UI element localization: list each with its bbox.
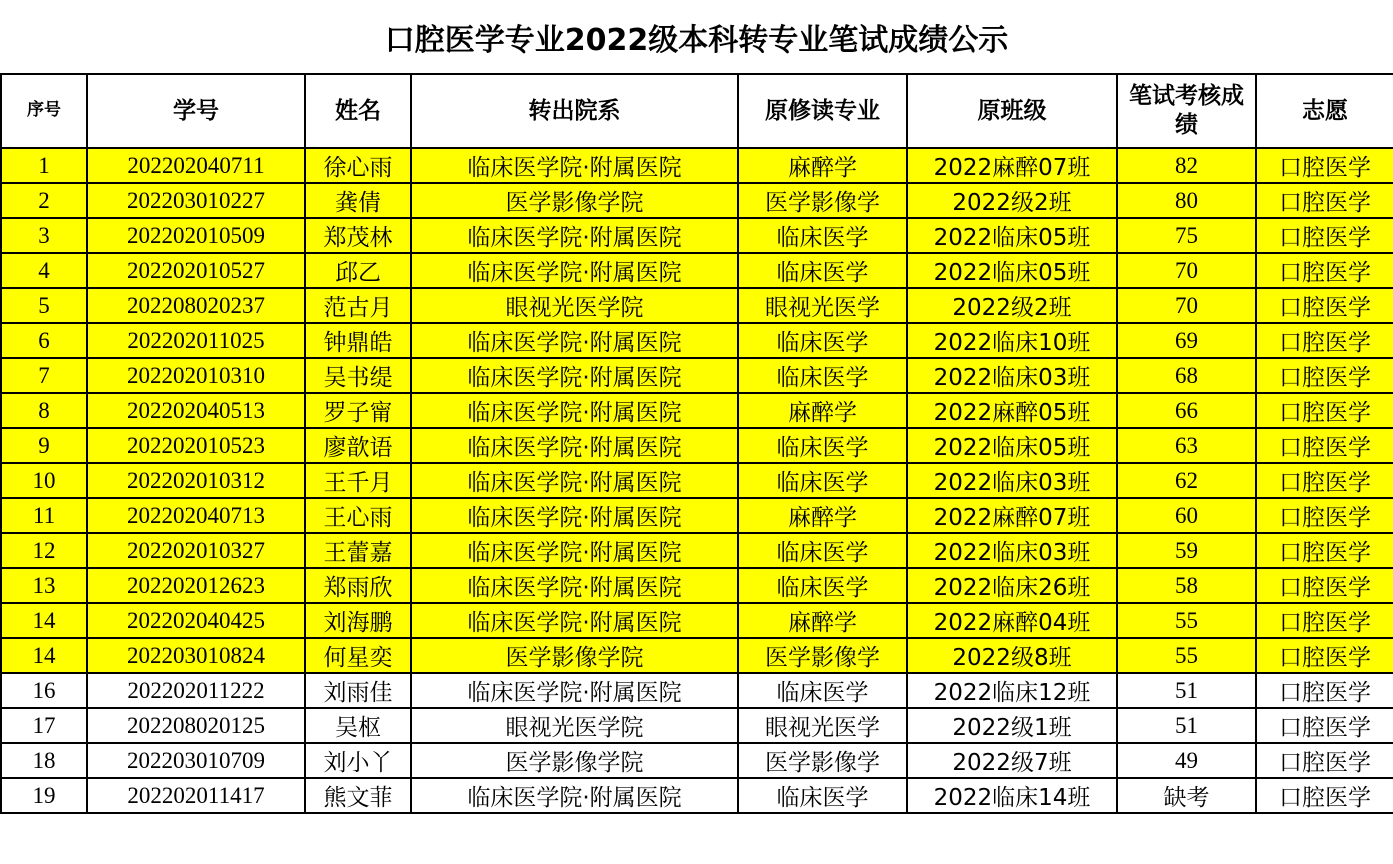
cell-seq: 5 [1,288,87,323]
cell-student-id: 202208020125 [87,708,305,743]
cell-seq: 10 [1,463,87,498]
cell-name: 吴枢 [305,708,411,743]
cell-score: 55 [1117,603,1256,638]
cell-dept: 临床医学院·附属医院 [411,218,738,253]
cell-seq: 19 [1,778,87,813]
cell-seq: 14 [1,638,87,673]
table-row [1,533,1393,568]
cell-seq: 4 [1,253,87,288]
cell-seq: 14 [1,603,87,638]
header-class: 原班级 [907,74,1117,148]
table-row [1,428,1393,463]
cell-seq: 6 [1,323,87,358]
cell-name: 王心雨 [305,498,411,533]
cell-class: 2022级2班 [907,288,1117,323]
header-student-id: 学号 [87,74,305,148]
cell-class: 2022麻醉07班 [907,148,1117,183]
cell-major: 临床医学 [738,533,907,568]
header-major: 原修读专业 [738,74,907,148]
cell-student-id: 202202010509 [87,218,305,253]
cell-name: 邱乙 [305,253,411,288]
cell-score: 80 [1117,183,1256,218]
cell-dept: 临床医学院·附属医院 [411,568,738,603]
cell-wish: 口腔医学 [1256,288,1393,323]
cell-major: 临床医学 [738,218,907,253]
header-seq: 序号 [1,74,87,148]
cell-seq: 13 [1,568,87,603]
cell-seq: 1 [1,148,87,183]
cell-seq: 7 [1,358,87,393]
cell-student-id: 202202011025 [87,323,305,358]
cell-major: 医学影像学 [738,743,907,778]
cell-name: 刘雨佳 [305,673,411,708]
cell-seq: 11 [1,498,87,533]
table-row [1,708,1393,743]
cell-student-id: 202203010824 [87,638,305,673]
table-row [1,743,1393,778]
cell-name: 郑茂林 [305,218,411,253]
cell-dept: 医学影像学院 [411,183,738,218]
cell-major: 麻醉学 [738,498,907,533]
cell-seq: 9 [1,428,87,463]
cell-score: 缺考 [1117,778,1256,813]
cell-score: 68 [1117,358,1256,393]
cell-wish: 口腔医学 [1256,183,1393,218]
cell-major: 眼视光医学 [738,708,907,743]
cell-dept: 临床医学院·附属医院 [411,393,738,428]
cell-score: 66 [1117,393,1256,428]
header-dept: 转出院系 [411,74,738,148]
cell-class: 2022临床03班 [907,358,1117,393]
cell-name: 郑雨欣 [305,568,411,603]
cell-dept: 临床医学院·附属医院 [411,463,738,498]
cell-class: 2022临床05班 [907,218,1117,253]
cell-wish: 口腔医学 [1256,393,1393,428]
cell-name: 何星奕 [305,638,411,673]
table-row [1,778,1393,813]
cell-student-id: 202202010527 [87,253,305,288]
cell-class: 2022级2班 [907,183,1117,218]
table-row [1,498,1393,533]
cell-student-id: 202208020237 [87,288,305,323]
cell-wish: 口腔医学 [1256,323,1393,358]
cell-class: 2022级8班 [907,638,1117,673]
page-title: 口腔医学专业2022级本科转专业笔试成绩公示 [384,22,1009,58]
cell-student-id: 202202040711 [87,148,305,183]
cell-wish: 口腔医学 [1256,673,1393,708]
cell-student-id: 202202040713 [87,498,305,533]
cell-score: 59 [1117,533,1256,568]
cell-major: 临床医学 [738,428,907,463]
cell-name: 廖歆语 [305,428,411,463]
cell-score: 60 [1117,498,1256,533]
cell-dept: 临床医学院·附属医院 [411,498,738,533]
cell-seq: 2 [1,183,87,218]
cell-dept: 临床医学院·附属医院 [411,323,738,358]
cell-class: 2022麻醉05班 [907,393,1117,428]
cell-major: 临床医学 [738,673,907,708]
cell-name: 徐心雨 [305,148,411,183]
table-row [1,603,1393,638]
cell-seq: 8 [1,393,87,428]
table-row [1,358,1393,393]
table-row [1,323,1393,358]
cell-seq: 16 [1,673,87,708]
cell-class: 2022临床03班 [907,463,1117,498]
cell-score: 69 [1117,323,1256,358]
header-name: 姓名 [305,74,411,148]
cell-major: 临床医学 [738,253,907,288]
cell-student-id: 202202010310 [87,358,305,393]
cell-name: 罗子甯 [305,393,411,428]
cell-class: 2022临床12班 [907,673,1117,708]
cell-dept: 眼视光医学院 [411,288,738,323]
cell-student-id: 202202040513 [87,393,305,428]
cell-score: 63 [1117,428,1256,463]
cell-student-id: 202203010709 [87,743,305,778]
cell-dept: 临床医学院·附属医院 [411,253,738,288]
table-row [1,673,1393,708]
cell-score: 62 [1117,463,1256,498]
cell-wish: 口腔医学 [1256,218,1393,253]
cell-dept: 医学影像学院 [411,743,738,778]
table-row [1,218,1393,253]
table-row [1,568,1393,603]
cell-score: 75 [1117,218,1256,253]
cell-name: 王蕾嘉 [305,533,411,568]
header-score: 笔试考核成绩 [1117,74,1256,148]
cell-seq: 18 [1,743,87,778]
cell-wish: 口腔医学 [1256,638,1393,673]
table-row [1,288,1393,323]
cell-class: 2022级1班 [907,708,1117,743]
cell-class: 2022麻醉04班 [907,603,1117,638]
cell-wish: 口腔医学 [1256,778,1393,813]
cell-class: 2022级7班 [907,743,1117,778]
cell-score: 49 [1117,743,1256,778]
cell-student-id: 202202011417 [87,778,305,813]
cell-dept: 医学影像学院 [411,638,738,673]
cell-seq: 12 [1,533,87,568]
cell-major: 医学影像学 [738,638,907,673]
cell-dept: 临床医学院·附属医院 [411,603,738,638]
cell-major: 医学影像学 [738,183,907,218]
table-body [1,148,1393,813]
cell-wish: 口腔医学 [1256,358,1393,393]
cell-class: 2022麻醉07班 [907,498,1117,533]
cell-dept: 临床医学院·附属医院 [411,533,738,568]
cell-class: 2022临床03班 [907,533,1117,568]
cell-major: 麻醉学 [738,603,907,638]
cell-name: 王千月 [305,463,411,498]
cell-major: 眼视光医学 [738,288,907,323]
cell-score: 51 [1117,673,1256,708]
cell-major: 临床医学 [738,323,907,358]
cell-name: 熊文菲 [305,778,411,813]
cell-class: 2022临床10班 [907,323,1117,358]
cell-seq: 3 [1,218,87,253]
cell-major: 临床医学 [738,778,907,813]
cell-student-id: 202202010312 [87,463,305,498]
table-row [1,183,1393,218]
cell-name: 龚倩 [305,183,411,218]
table-row [1,638,1393,673]
cell-student-id: 202202010523 [87,428,305,463]
cell-wish: 口腔医学 [1256,603,1393,638]
table-row [1,463,1393,498]
cell-score: 70 [1117,253,1256,288]
cell-wish: 口腔医学 [1256,148,1393,183]
cell-name: 刘小丫 [305,743,411,778]
cell-wish: 口腔医学 [1256,568,1393,603]
cell-name: 范古月 [305,288,411,323]
header-wish: 志愿 [1256,74,1393,148]
cell-major: 临床医学 [738,358,907,393]
cell-wish: 口腔医学 [1256,253,1393,288]
cell-class: 2022临床05班 [907,253,1117,288]
cell-wish: 口腔医学 [1256,533,1393,568]
cell-seq: 17 [1,708,87,743]
cell-major: 麻醉学 [738,148,907,183]
cell-score: 58 [1117,568,1256,603]
table-row [1,253,1393,288]
cell-student-id: 202202011222 [87,673,305,708]
cell-dept: 眼视光医学院 [411,708,738,743]
cell-class: 2022临床05班 [907,428,1117,463]
cell-score: 55 [1117,638,1256,673]
cell-dept: 临床医学院·附属医院 [411,673,738,708]
cell-dept: 临床医学院·附属医院 [411,358,738,393]
cell-dept: 临床医学院·附属医院 [411,148,738,183]
cell-major: 临床医学 [738,568,907,603]
cell-score: 70 [1117,288,1256,323]
cell-class: 2022临床14班 [907,778,1117,813]
cell-student-id: 202202040425 [87,603,305,638]
cell-dept: 临床医学院·附属医院 [411,778,738,813]
table-row [1,148,1393,183]
cell-name: 刘海鹏 [305,603,411,638]
cell-wish: 口腔医学 [1256,708,1393,743]
cell-name: 吴书缇 [305,358,411,393]
cell-score: 82 [1117,148,1256,183]
cell-wish: 口腔医学 [1256,463,1393,498]
cell-student-id: 202202010327 [87,533,305,568]
cell-score: 51 [1117,708,1256,743]
cell-wish: 口腔医学 [1256,428,1393,463]
header-row [1,74,1393,148]
cell-dept: 临床医学院·附属医院 [411,428,738,463]
score-table [0,73,1393,814]
cell-name: 钟鼎皓 [305,323,411,358]
cell-wish: 口腔医学 [1256,743,1393,778]
table-row [1,393,1393,428]
cell-wish: 口腔医学 [1256,498,1393,533]
cell-major: 临床医学 [738,463,907,498]
cell-class: 2022临床26班 [907,568,1117,603]
cell-student-id: 202203010227 [87,183,305,218]
cell-major: 麻醉学 [738,393,907,428]
cell-student-id: 202202012623 [87,568,305,603]
